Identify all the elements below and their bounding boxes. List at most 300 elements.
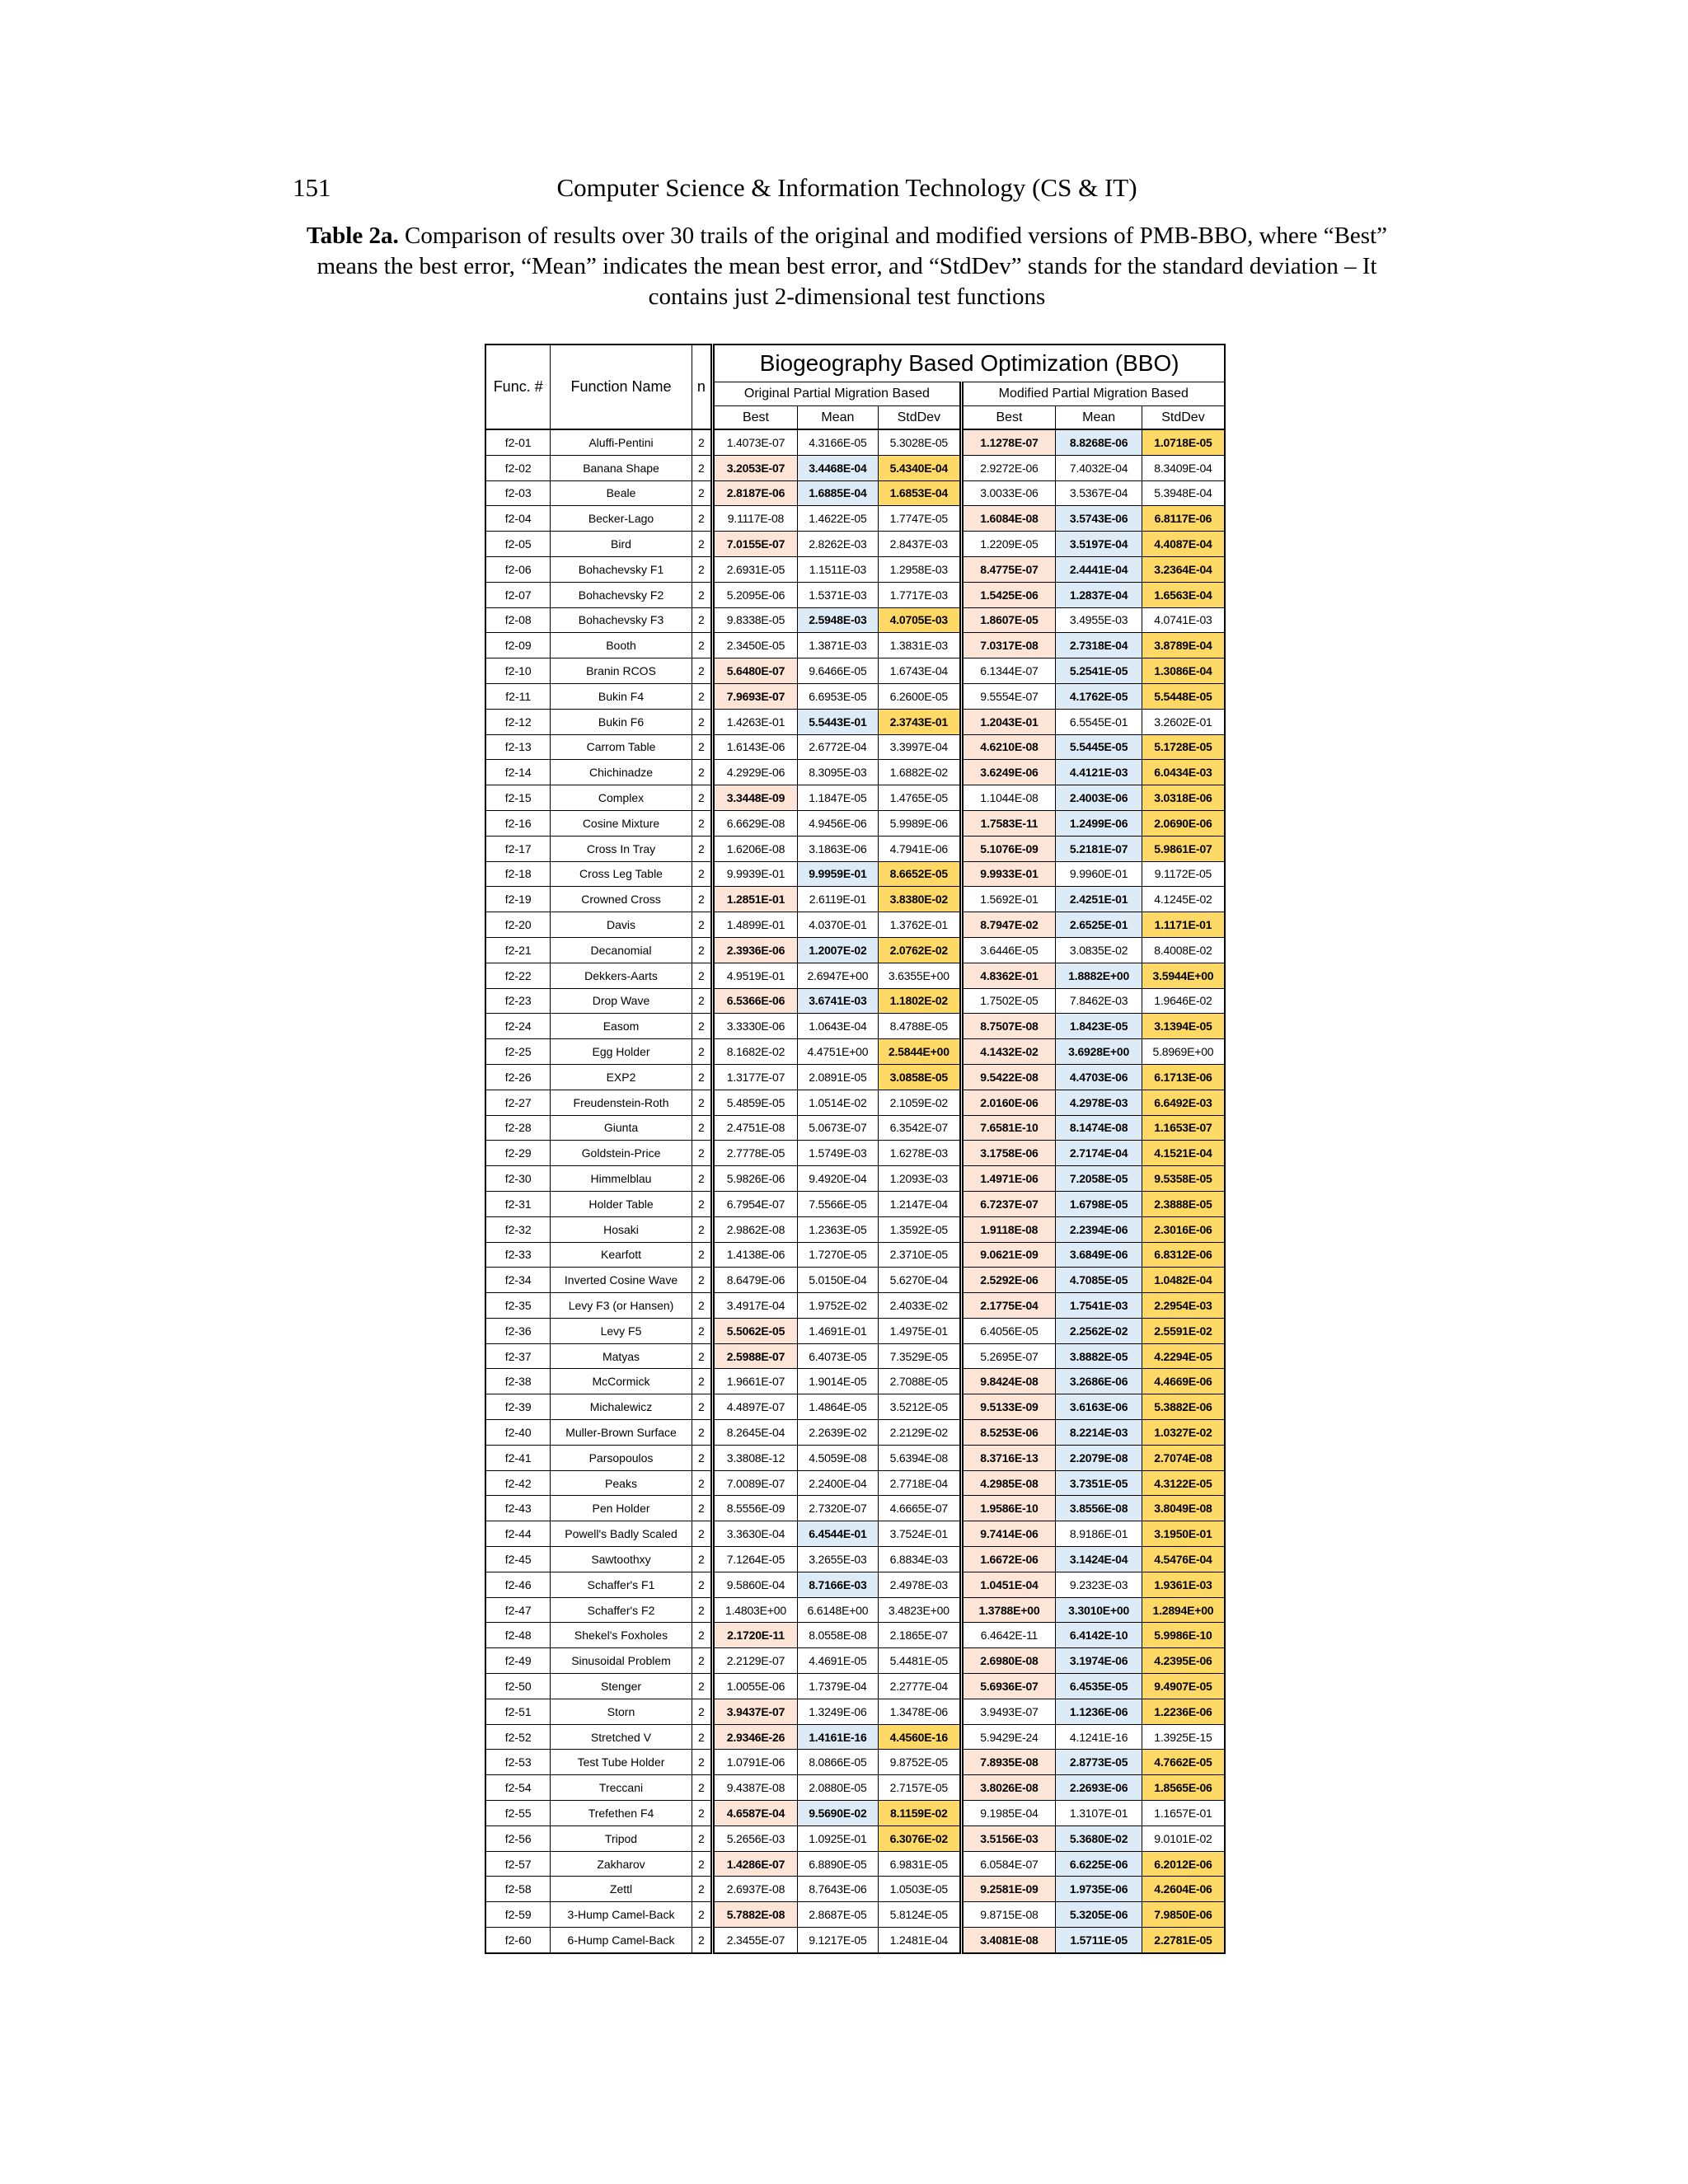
cell-original-stddev: 5.4340E-04 bbox=[879, 455, 961, 480]
cell-func-id: f2-48 bbox=[485, 1623, 551, 1648]
cell-original-best: 7.1264E-05 bbox=[713, 1547, 798, 1572]
cell-original-mean: 9.1217E-05 bbox=[797, 1928, 878, 1953]
cell-original-best: 1.0055E-06 bbox=[713, 1674, 798, 1699]
cell-func-id: f2-05 bbox=[485, 532, 551, 557]
table-row bbox=[485, 1496, 1225, 1521]
cell-n: 2 bbox=[692, 810, 713, 836]
cell-original-stddev: 2.2129E-02 bbox=[879, 1420, 961, 1446]
cell-func-id: f2-16 bbox=[485, 810, 551, 836]
cell-original-best: 2.9862E-08 bbox=[713, 1216, 798, 1242]
cell-modified-best: 1.1044E-08 bbox=[961, 785, 1056, 811]
cell-original-stddev: 4.4560E-16 bbox=[879, 1724, 961, 1750]
cell-n: 2 bbox=[692, 1242, 713, 1268]
cell-original-mean: 1.6885E-04 bbox=[797, 480, 878, 506]
cell-original-stddev: 1.2481E-04 bbox=[879, 1928, 961, 1953]
cell-func-id: f2-28 bbox=[485, 1115, 551, 1141]
cell-modified-best: 2.5292E-06 bbox=[961, 1268, 1056, 1293]
cell-n: 2 bbox=[692, 1343, 713, 1369]
cell-modified-mean: 6.6225E-06 bbox=[1056, 1851, 1142, 1877]
cell-func-id: f2-03 bbox=[485, 480, 551, 506]
cell-modified-best: 5.6936E-07 bbox=[961, 1674, 1056, 1699]
table-row bbox=[485, 785, 1225, 811]
cell-n: 2 bbox=[692, 1445, 713, 1470]
cell-original-mean: 1.5749E-03 bbox=[797, 1141, 878, 1166]
cell-original-best: 1.4073E-07 bbox=[713, 429, 798, 455]
table-row bbox=[485, 1394, 1225, 1420]
cell-original-stddev: 1.6743E-04 bbox=[879, 658, 961, 684]
cell-original-stddev: 5.6270E-04 bbox=[879, 1268, 961, 1293]
cell-original-best: 1.4138E-06 bbox=[713, 1242, 798, 1268]
cell-modified-stddev: 1.2236E-06 bbox=[1142, 1699, 1225, 1724]
cell-original-stddev: 3.3997E-04 bbox=[879, 734, 961, 760]
cell-modified-best: 9.8715E-08 bbox=[961, 1902, 1056, 1928]
cell-original-mean: 1.4161E-16 bbox=[797, 1724, 878, 1750]
cell-original-mean: 2.6119E-01 bbox=[797, 887, 878, 912]
results-table bbox=[485, 344, 1226, 1954]
cell-modified-best: 6.4642E-11 bbox=[961, 1623, 1056, 1648]
cell-original-mean: 5.0150E-04 bbox=[797, 1268, 878, 1293]
cell-modified-stddev: 1.6563E-04 bbox=[1142, 582, 1225, 607]
table-row bbox=[485, 1090, 1225, 1115]
cell-n: 2 bbox=[692, 1750, 713, 1775]
cell-original-mean: 5.0673E-07 bbox=[797, 1115, 878, 1141]
cell-original-stddev: 2.1865E-07 bbox=[879, 1623, 961, 1648]
cell-modified-best: 1.3788E+00 bbox=[961, 1597, 1056, 1623]
table-row bbox=[485, 810, 1225, 836]
cell-original-best: 2.3455E-07 bbox=[713, 1928, 798, 1953]
table-row bbox=[485, 1825, 1225, 1851]
cell-original-best: 5.4859E-05 bbox=[713, 1090, 798, 1115]
cell-function-name: Muller-Brown Surface bbox=[551, 1420, 692, 1446]
cell-original-mean: 1.9014E-05 bbox=[797, 1369, 878, 1394]
table-row bbox=[485, 1039, 1225, 1065]
cell-modified-mean: 2.6525E-01 bbox=[1056, 912, 1142, 938]
cell-modified-best: 9.2581E-09 bbox=[961, 1877, 1056, 1902]
cell-modified-best: 5.9429E-24 bbox=[961, 1724, 1056, 1750]
cell-n: 2 bbox=[692, 760, 713, 785]
cell-modified-mean: 2.4251E-01 bbox=[1056, 887, 1142, 912]
cell-n: 2 bbox=[692, 1394, 713, 1420]
cell-func-id: f2-59 bbox=[485, 1902, 551, 1928]
cell-original-mean: 4.3166E-05 bbox=[797, 429, 878, 455]
cell-modified-stddev: 1.0718E-05 bbox=[1142, 429, 1225, 455]
cell-modified-stddev: 3.1950E-01 bbox=[1142, 1521, 1225, 1547]
cell-function-name: Bohachevsky F2 bbox=[551, 582, 692, 607]
cell-modified-mean: 4.1241E-16 bbox=[1056, 1724, 1142, 1750]
cell-function-name: 6-Hump Camel-Back bbox=[551, 1928, 692, 1953]
cell-original-mean: 6.6148E+00 bbox=[797, 1597, 878, 1623]
cell-original-best: 3.9437E-07 bbox=[713, 1699, 798, 1724]
cell-n: 2 bbox=[692, 1216, 713, 1242]
cell-original-best: 2.9346E-26 bbox=[713, 1724, 798, 1750]
cell-function-name: Levy F3 (or Hansen) bbox=[551, 1293, 692, 1319]
subcol-orig-best: Best bbox=[713, 406, 798, 430]
cell-modified-best: 6.4056E-05 bbox=[961, 1318, 1056, 1343]
cell-n: 2 bbox=[692, 658, 713, 684]
cell-original-stddev: 3.7524E-01 bbox=[879, 1521, 961, 1547]
cell-modified-best: 1.5692E-01 bbox=[961, 887, 1056, 912]
cell-modified-mean: 7.2058E-05 bbox=[1056, 1166, 1142, 1192]
cell-modified-best: 6.1344E-07 bbox=[961, 658, 1056, 684]
cell-original-best: 1.9661E-07 bbox=[713, 1369, 798, 1394]
cell-function-name: Cross Leg Table bbox=[551, 861, 692, 887]
cell-function-name: Easom bbox=[551, 1014, 692, 1039]
cell-modified-stddev: 2.3888E-05 bbox=[1142, 1191, 1225, 1216]
cell-original-mean: 9.5690E-02 bbox=[797, 1801, 878, 1826]
cell-modified-stddev: 6.8117E-06 bbox=[1142, 506, 1225, 532]
cell-modified-best: 1.7583E-11 bbox=[961, 810, 1056, 836]
cell-function-name: Bird bbox=[551, 532, 692, 557]
cell-original-mean: 7.5566E-05 bbox=[797, 1191, 878, 1216]
table-row bbox=[485, 506, 1225, 532]
cell-func-id: f2-08 bbox=[485, 607, 551, 633]
cell-function-name: Becker-Lago bbox=[551, 506, 692, 532]
cell-original-best: 8.2645E-04 bbox=[713, 1420, 798, 1446]
cell-function-name: Powell's Badly Scaled bbox=[551, 1521, 692, 1547]
cell-original-best: 3.3630E-04 bbox=[713, 1521, 798, 1547]
cell-modified-stddev: 3.2364E-04 bbox=[1142, 556, 1225, 582]
table-row bbox=[485, 1293, 1225, 1319]
cell-modified-stddev: 5.8969E+00 bbox=[1142, 1039, 1225, 1065]
cell-modified-best: 3.5156E-03 bbox=[961, 1825, 1056, 1851]
cell-modified-mean: 1.5711E-05 bbox=[1056, 1928, 1142, 1953]
cell-func-id: f2-04 bbox=[485, 506, 551, 532]
cell-original-best: 7.9693E-07 bbox=[713, 683, 798, 709]
cell-modified-mean: 6.5545E-01 bbox=[1056, 709, 1142, 734]
cell-modified-best: 3.9493E-07 bbox=[961, 1699, 1056, 1724]
cell-modified-best: 4.2985E-08 bbox=[961, 1470, 1056, 1496]
table-row bbox=[485, 1572, 1225, 1597]
cell-function-name: Drop Wave bbox=[551, 988, 692, 1014]
cell-modified-best: 4.8362E-01 bbox=[961, 963, 1056, 988]
table-row bbox=[485, 1623, 1225, 1648]
cell-modified-best: 9.5422E-08 bbox=[961, 1064, 1056, 1090]
cell-function-name: Banana Shape bbox=[551, 455, 692, 480]
cell-original-stddev: 1.7717E-03 bbox=[879, 582, 961, 607]
cell-func-id: f2-57 bbox=[485, 1851, 551, 1877]
table-row bbox=[485, 760, 1225, 785]
cell-original-mean: 6.8890E-05 bbox=[797, 1851, 878, 1877]
cell-n: 2 bbox=[692, 532, 713, 557]
cell-n: 2 bbox=[692, 1724, 713, 1750]
cell-original-mean: 1.5371E-03 bbox=[797, 582, 878, 607]
cell-original-mean: 1.3871E-03 bbox=[797, 633, 878, 658]
cell-original-mean: 8.7166E-03 bbox=[797, 1572, 878, 1597]
cell-function-name: Schaffer's F2 bbox=[551, 1597, 692, 1623]
cell-original-mean: 1.4691E-01 bbox=[797, 1318, 878, 1343]
cell-modified-stddev: 2.3016E-06 bbox=[1142, 1216, 1225, 1242]
cell-modified-stddev: 3.0318E-06 bbox=[1142, 785, 1225, 811]
cell-original-mean: 3.1863E-06 bbox=[797, 836, 878, 861]
cell-original-best: 5.6480E-07 bbox=[713, 658, 798, 684]
cell-original-stddev: 6.8834E-03 bbox=[879, 1547, 961, 1572]
cell-func-id: f2-26 bbox=[485, 1064, 551, 1090]
cell-original-mean: 2.0891E-05 bbox=[797, 1064, 878, 1090]
cell-modified-best: 8.7947E-02 bbox=[961, 912, 1056, 938]
cell-original-mean: 4.5059E-08 bbox=[797, 1445, 878, 1470]
table-row bbox=[485, 1166, 1225, 1192]
cell-original-stddev: 1.4765E-05 bbox=[879, 785, 961, 811]
cell-modified-best: 1.2209E-05 bbox=[961, 532, 1056, 557]
table-row bbox=[485, 1648, 1225, 1674]
cell-function-name: Himmelblau bbox=[551, 1166, 692, 1192]
cell-n: 2 bbox=[692, 1825, 713, 1851]
cell-modified-best: 9.1985E-04 bbox=[961, 1801, 1056, 1826]
cell-original-stddev: 6.2600E-05 bbox=[879, 683, 961, 709]
cell-original-best: 5.7882E-08 bbox=[713, 1902, 798, 1928]
cell-original-mean: 4.4751E+00 bbox=[797, 1039, 878, 1065]
cell-original-best: 6.5366E-06 bbox=[713, 988, 798, 1014]
cell-modified-mean: 5.5445E-05 bbox=[1056, 734, 1142, 760]
cell-original-mean: 4.4691E-05 bbox=[797, 1648, 878, 1674]
cell-function-name: Cross In Tray bbox=[551, 836, 692, 861]
cell-original-mean: 9.9959E-01 bbox=[797, 861, 878, 887]
cell-modified-mean: 9.9960E-01 bbox=[1056, 861, 1142, 887]
cell-modified-stddev: 9.0101E-02 bbox=[1142, 1825, 1225, 1851]
cell-original-mean: 4.0370E-01 bbox=[797, 912, 878, 938]
cell-modified-stddev: 4.5476E-04 bbox=[1142, 1547, 1225, 1572]
table-row bbox=[485, 1268, 1225, 1293]
cell-func-id: f2-41 bbox=[485, 1445, 551, 1470]
cell-n: 2 bbox=[692, 887, 713, 912]
cell-func-id: f2-31 bbox=[485, 1191, 551, 1216]
table-row bbox=[485, 937, 1225, 963]
cell-original-mean: 1.2363E-05 bbox=[797, 1216, 878, 1242]
cell-function-name: Stretched V bbox=[551, 1724, 692, 1750]
cell-modified-best: 6.0584E-07 bbox=[961, 1851, 1056, 1877]
cell-original-best: 2.3450E-05 bbox=[713, 633, 798, 658]
cell-func-id: f2-21 bbox=[485, 937, 551, 963]
cell-modified-best: 6.7237E-07 bbox=[961, 1191, 1056, 1216]
cell-original-stddev: 2.0762E-02 bbox=[879, 937, 961, 963]
cell-func-id: f2-55 bbox=[485, 1801, 551, 1826]
cell-modified-mean: 3.6849E-06 bbox=[1056, 1242, 1142, 1268]
cell-original-best: 1.4263E-01 bbox=[713, 709, 798, 734]
cell-function-name: Peaks bbox=[551, 1470, 692, 1496]
cell-function-name: Booth bbox=[551, 633, 692, 658]
cell-n: 2 bbox=[692, 480, 713, 506]
cell-original-mean: 6.4544E-01 bbox=[797, 1521, 878, 1547]
cell-function-name: Holder Table bbox=[551, 1191, 692, 1216]
cell-original-best: 2.4751E-08 bbox=[713, 1115, 798, 1141]
cell-modified-mean: 6.4535E-05 bbox=[1056, 1674, 1142, 1699]
cell-original-mean: 1.2007E-02 bbox=[797, 937, 878, 963]
cell-modified-stddev: 1.8565E-06 bbox=[1142, 1775, 1225, 1801]
cell-original-mean: 5.5443E-01 bbox=[797, 709, 878, 734]
cell-n: 2 bbox=[692, 912, 713, 938]
cell-original-best: 1.3177E-07 bbox=[713, 1064, 798, 1090]
table-row bbox=[485, 1597, 1225, 1623]
cell-func-id: f2-36 bbox=[485, 1318, 551, 1343]
cell-func-id: f2-40 bbox=[485, 1420, 551, 1446]
cell-original-best: 1.6143E-06 bbox=[713, 734, 798, 760]
subcol-mod-best: Best bbox=[961, 406, 1056, 430]
cell-modified-best: 8.7507E-08 bbox=[961, 1014, 1056, 1039]
cell-original-best: 3.3808E-12 bbox=[713, 1445, 798, 1470]
table-body bbox=[485, 429, 1225, 1953]
cell-function-name: Matyas bbox=[551, 1343, 692, 1369]
cell-original-mean: 1.4864E-05 bbox=[797, 1394, 878, 1420]
cell-modified-best: 9.0621E-09 bbox=[961, 1242, 1056, 1268]
cell-modified-mean: 7.8462E-03 bbox=[1056, 988, 1142, 1014]
cell-function-name: Crowned Cross bbox=[551, 887, 692, 912]
table-row bbox=[485, 1191, 1225, 1216]
cell-original-best: 3.4917E-04 bbox=[713, 1293, 798, 1319]
cell-original-stddev: 1.6853E-04 bbox=[879, 480, 961, 506]
cell-n: 2 bbox=[692, 683, 713, 709]
cell-original-mean: 8.0558E-08 bbox=[797, 1623, 878, 1648]
cell-n: 2 bbox=[692, 1902, 713, 1928]
cell-original-best: 4.9519E-01 bbox=[713, 963, 798, 988]
cell-modified-stddev: 8.3409E-04 bbox=[1142, 455, 1225, 480]
cell-modified-stddev: 5.9861E-07 bbox=[1142, 836, 1225, 861]
cell-original-stddev: 2.1059E-02 bbox=[879, 1090, 961, 1115]
cell-n: 2 bbox=[692, 1547, 713, 1572]
cell-original-stddev: 2.4033E-02 bbox=[879, 1293, 961, 1319]
table-row bbox=[485, 658, 1225, 684]
cell-func-id: f2-02 bbox=[485, 455, 551, 480]
cell-modified-mean: 2.4003E-06 bbox=[1056, 785, 1142, 811]
cell-modified-mean: 1.2499E-06 bbox=[1056, 810, 1142, 836]
table-row bbox=[485, 709, 1225, 734]
cell-original-mean: 1.3249E-06 bbox=[797, 1699, 878, 1724]
cell-original-stddev: 5.8124E-05 bbox=[879, 1902, 961, 1928]
cell-function-name: Davis bbox=[551, 912, 692, 938]
cell-modified-mean: 4.4121E-03 bbox=[1056, 760, 1142, 785]
cell-func-id: f2-56 bbox=[485, 1825, 551, 1851]
col-name-header: Function Name bbox=[551, 344, 692, 429]
cell-original-stddev: 3.4823E+00 bbox=[879, 1597, 961, 1623]
cell-modified-stddev: 9.4907E-05 bbox=[1142, 1674, 1225, 1699]
cell-n: 2 bbox=[692, 1420, 713, 1446]
cell-func-id: f2-39 bbox=[485, 1394, 551, 1420]
cell-modified-best: 4.1432E-02 bbox=[961, 1039, 1056, 1065]
cell-func-id: f2-35 bbox=[485, 1293, 551, 1319]
cell-original-best: 2.7778E-05 bbox=[713, 1141, 798, 1166]
cell-modified-best: 8.3716E-13 bbox=[961, 1445, 1056, 1470]
subcol-orig-mean: Mean bbox=[797, 406, 878, 430]
cell-modified-stddev: 4.4087E-04 bbox=[1142, 532, 1225, 557]
cell-modified-mean: 1.8882E+00 bbox=[1056, 963, 1142, 988]
cell-modified-best: 1.6672E-06 bbox=[961, 1547, 1056, 1572]
cell-original-best: 3.2053E-07 bbox=[713, 455, 798, 480]
cell-func-id: f2-29 bbox=[485, 1141, 551, 1166]
cell-modified-best: 8.4775E-07 bbox=[961, 556, 1056, 582]
cell-original-best: 2.3936E-06 bbox=[713, 937, 798, 963]
cell-original-mean: 3.2655E-03 bbox=[797, 1547, 878, 1572]
cell-original-mean: 8.7643E-06 bbox=[797, 1877, 878, 1902]
cell-modified-mean: 3.7351E-05 bbox=[1056, 1470, 1142, 1496]
cell-original-best: 8.5556E-09 bbox=[713, 1496, 798, 1521]
cell-n: 2 bbox=[692, 988, 713, 1014]
cell-n: 2 bbox=[692, 937, 713, 963]
cell-modified-stddev: 3.8049E-08 bbox=[1142, 1496, 1225, 1521]
cell-modified-mean: 3.5197E-04 bbox=[1056, 532, 1142, 557]
cell-original-stddev: 8.4788E-05 bbox=[879, 1014, 961, 1039]
table-row bbox=[485, 1445, 1225, 1470]
cell-func-id: f2-38 bbox=[485, 1369, 551, 1394]
cell-function-name: Storn bbox=[551, 1699, 692, 1724]
table-row bbox=[485, 1775, 1225, 1801]
cell-function-name: Decanomial bbox=[551, 937, 692, 963]
cell-original-mean: 1.0643E-04 bbox=[797, 1014, 878, 1039]
cell-original-mean: 2.6772E-04 bbox=[797, 734, 878, 760]
cell-original-mean: 2.7320E-07 bbox=[797, 1496, 878, 1521]
cell-modified-mean: 7.4032E-04 bbox=[1056, 455, 1142, 480]
table-row bbox=[485, 1318, 1225, 1343]
cell-n: 2 bbox=[692, 455, 713, 480]
cell-original-best: 9.5860E-04 bbox=[713, 1572, 798, 1597]
group-title: Biogeography Based Optimization (BBO) bbox=[713, 344, 1225, 382]
cell-n: 2 bbox=[692, 836, 713, 861]
cell-modified-best: 1.2043E-01 bbox=[961, 709, 1056, 734]
cell-modified-best: 1.6084E-08 bbox=[961, 506, 1056, 532]
cell-original-stddev: 3.8380E-02 bbox=[879, 887, 961, 912]
cell-modified-best: 2.9272E-06 bbox=[961, 455, 1056, 480]
cell-modified-stddev: 3.8789E-04 bbox=[1142, 633, 1225, 658]
cell-n: 2 bbox=[692, 785, 713, 811]
table-row bbox=[485, 836, 1225, 861]
cell-n: 2 bbox=[692, 963, 713, 988]
table-row bbox=[485, 607, 1225, 633]
cell-modified-mean: 1.1236E-06 bbox=[1056, 1699, 1142, 1724]
caption-text: Comparison of results over 30 trails of the original and modified versions of PMB-BBO, where “Best” means the best error, “Mean” indicates the mean best error, and “StdDev” stands for the standard deviation – It contains just 2-dimensional test functions bbox=[316, 223, 1388, 310]
cell-n: 2 bbox=[692, 1141, 713, 1166]
table-row bbox=[485, 1674, 1225, 1699]
cell-func-id: f2-22 bbox=[485, 963, 551, 988]
cell-n: 2 bbox=[692, 633, 713, 658]
cell-modified-best: 9.5554E-07 bbox=[961, 683, 1056, 709]
table-row bbox=[485, 1141, 1225, 1166]
table-row bbox=[485, 532, 1225, 557]
cell-func-id: f2-52 bbox=[485, 1724, 551, 1750]
table-row bbox=[485, 963, 1225, 988]
cell-original-best: 2.6937E-08 bbox=[713, 1877, 798, 1902]
cell-modified-mean: 2.2394E-06 bbox=[1056, 1216, 1142, 1242]
cell-function-name: 3-Hump Camel-Back bbox=[551, 1902, 692, 1928]
cell-original-stddev: 1.0503E-05 bbox=[879, 1877, 961, 1902]
cell-modified-mean: 3.6163E-06 bbox=[1056, 1394, 1142, 1420]
cell-n: 2 bbox=[692, 1572, 713, 1597]
cell-func-id: f2-12 bbox=[485, 709, 551, 734]
cell-modified-best: 2.1775E-04 bbox=[961, 1293, 1056, 1319]
cell-original-mean: 2.6947E+00 bbox=[797, 963, 878, 988]
cell-func-id: f2-42 bbox=[485, 1470, 551, 1496]
cell-modified-stddev: 4.4669E-06 bbox=[1142, 1369, 1225, 1394]
cell-func-id: f2-30 bbox=[485, 1166, 551, 1192]
cell-original-best: 1.4286E-07 bbox=[713, 1851, 798, 1877]
cell-modified-mean: 6.4142E-10 bbox=[1056, 1623, 1142, 1648]
cell-original-best: 4.2929E-06 bbox=[713, 760, 798, 785]
cell-modified-stddev: 1.2894E+00 bbox=[1142, 1597, 1225, 1623]
cell-original-stddev: 5.3028E-05 bbox=[879, 429, 961, 455]
cell-original-mean: 3.4468E-04 bbox=[797, 455, 878, 480]
cell-function-name: Test Tube Holder bbox=[551, 1750, 692, 1775]
cell-original-mean: 9.4920E-04 bbox=[797, 1166, 878, 1192]
cell-n: 2 bbox=[692, 1191, 713, 1216]
cell-function-name: Aluffi-Pentini bbox=[551, 429, 692, 455]
cell-original-stddev: 2.7088E-05 bbox=[879, 1369, 961, 1394]
cell-original-mean: 8.3095E-03 bbox=[797, 760, 878, 785]
cell-n: 2 bbox=[692, 1318, 713, 1343]
cell-original-mean: 9.6466E-05 bbox=[797, 658, 878, 684]
cell-function-name: Pen Holder bbox=[551, 1496, 692, 1521]
cell-modified-best: 8.5253E-06 bbox=[961, 1420, 1056, 1446]
cell-function-name: Beale bbox=[551, 480, 692, 506]
cell-n: 2 bbox=[692, 1166, 713, 1192]
cell-modified-best: 1.4971E-06 bbox=[961, 1166, 1056, 1192]
cell-func-id: f2-60 bbox=[485, 1928, 551, 1953]
